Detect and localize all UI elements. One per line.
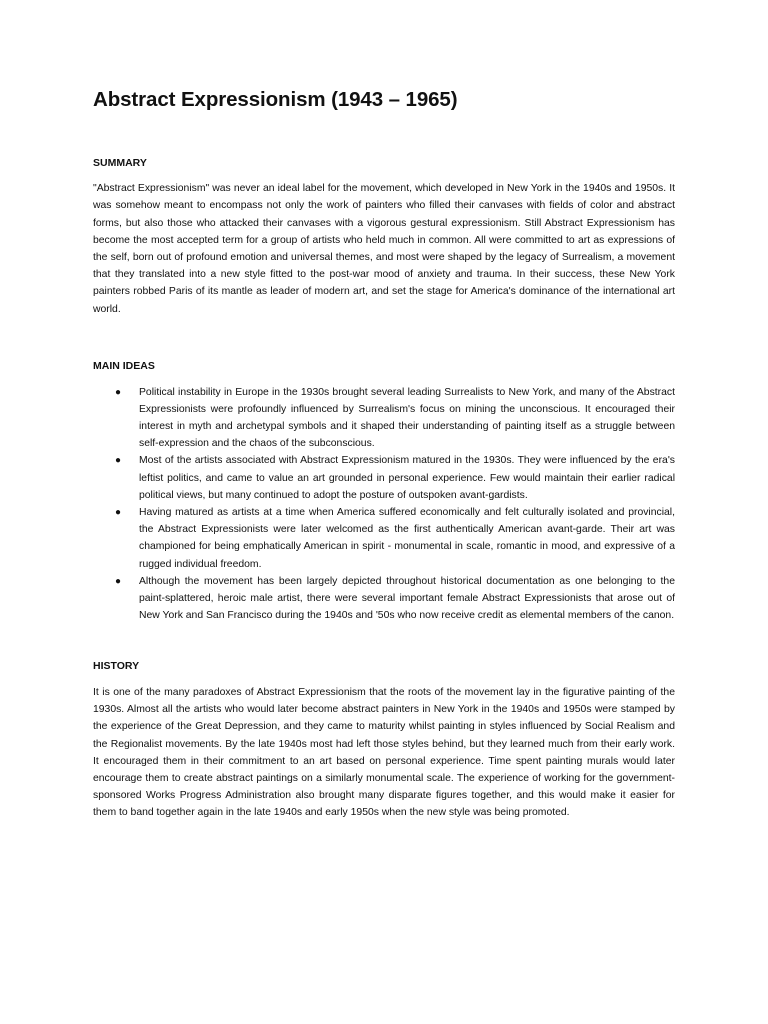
main-idea-text: Although the movement has been largely depicted throughout historical documentation as one belonging to the paint-splattered, heroic male artist, there were several important female Abstract Expressionists that arose out of New York and San Francisco during the 1940s and '50s who now receive credit as elemental members of the canon. <box>139 575 675 622</box>
document-page <box>93 88 675 822</box>
history-paragraph: It is one of the many paradoxes of Abstract Expressionism that the roots of the movement lay in the figurative painting of the 1930s. Almost all the artists who would later become abstract painters in New York in the 1940s and 1950s were stamped by the experience of the Great Depression, and they came to maturity whilst painting in styles influenced by Social Realism and the Regionalist movements. By the late 1940s most had left those styles behind, but they learned much from their early work. It encouraged them in their commitment to an art based on personal experience. Time spent painting murals would later encourage them to create abstract paintings on a similarly monumental scale. The experience of working for the government-sponsored Works Progress Administration also brought many disparate figures together, and this would make it easier for them to band together again in the late 1940s and early 1950s when the new style was being promoted. <box>93 686 675 819</box>
bullet-icon: ● <box>115 455 122 467</box>
document-title: Abstract Expressionism (1943 – 1965) <box>93 88 458 111</box>
main-idea-item <box>93 504 675 573</box>
bullet-icon: ● <box>115 575 122 587</box>
summary-paragraph: "Abstract Expressionism" was never an ideal label for the movement, which developed in New York in the 1940s and 1950s. It was somehow meant to encompass not only the work of painters who filled their canvases with fields of color and abstract forms, but also those who attacked their canvases with a vigorous gestural expressionism. Still Abstract Expressionism has become the most accepted term for a group of artists who held much in common. All were committed to art as expressions of the self, born out of profound emotion and universal themes, and most were shaped by the legacy of Surrealism, a movement that they translated into a new style fitted to the post-war mood of anxiety and trauma. In their success, these New York painters robbed Paris of its mantle as leader of modern art, and set the stage for America's dominance of the international art world. <box>93 183 675 315</box>
history-heading: HISTORY <box>93 660 140 673</box>
history-section <box>93 660 675 821</box>
main-idea-text: Political instability in Europe in the 1930s brought several leading Surrealists to New York, and many of the Abstract Expressionists were profoundly influenced by Surrealism's focus on mining the unconscious. It encouraged their interest in myth and archetypal symbols and it shaped their understanding of painting itself as a struggle between self-expression and the chaos of the subconscious. <box>139 386 675 450</box>
summary-heading: SUMMARY <box>93 156 147 169</box>
main-idea-text: Having matured as artists at a time when America suffered economically and felt culturally isolated and provincial, the Abstract Expressionists were later welcomed as the first authentically American avant-garde. Their art was championed for being emphatically American in spirit - monumental in scale, romantic in mood, and expressive of a rugged individual freedom. <box>139 506 675 570</box>
main-ideas-list <box>93 384 675 625</box>
main-ideas-heading: MAIN IDEAS <box>93 359 155 372</box>
main-idea-text: Most of the artists associated with Abstract Expressionism matured in the 1930s. They were influenced by the era's leftist politics, and came to value an art grounded in personal experience. Few would maintain their earlier radical political views, but many continued to adopt the posture of outspoken avant-gardists. <box>139 455 675 501</box>
bullet-icon: ● <box>115 506 122 518</box>
main-idea-item <box>93 452 675 504</box>
main-idea-item <box>93 384 675 453</box>
main-idea-item <box>93 573 675 625</box>
main-ideas-section <box>93 360 675 624</box>
bullet-icon: ● <box>115 386 122 398</box>
summary-section <box>93 157 675 318</box>
